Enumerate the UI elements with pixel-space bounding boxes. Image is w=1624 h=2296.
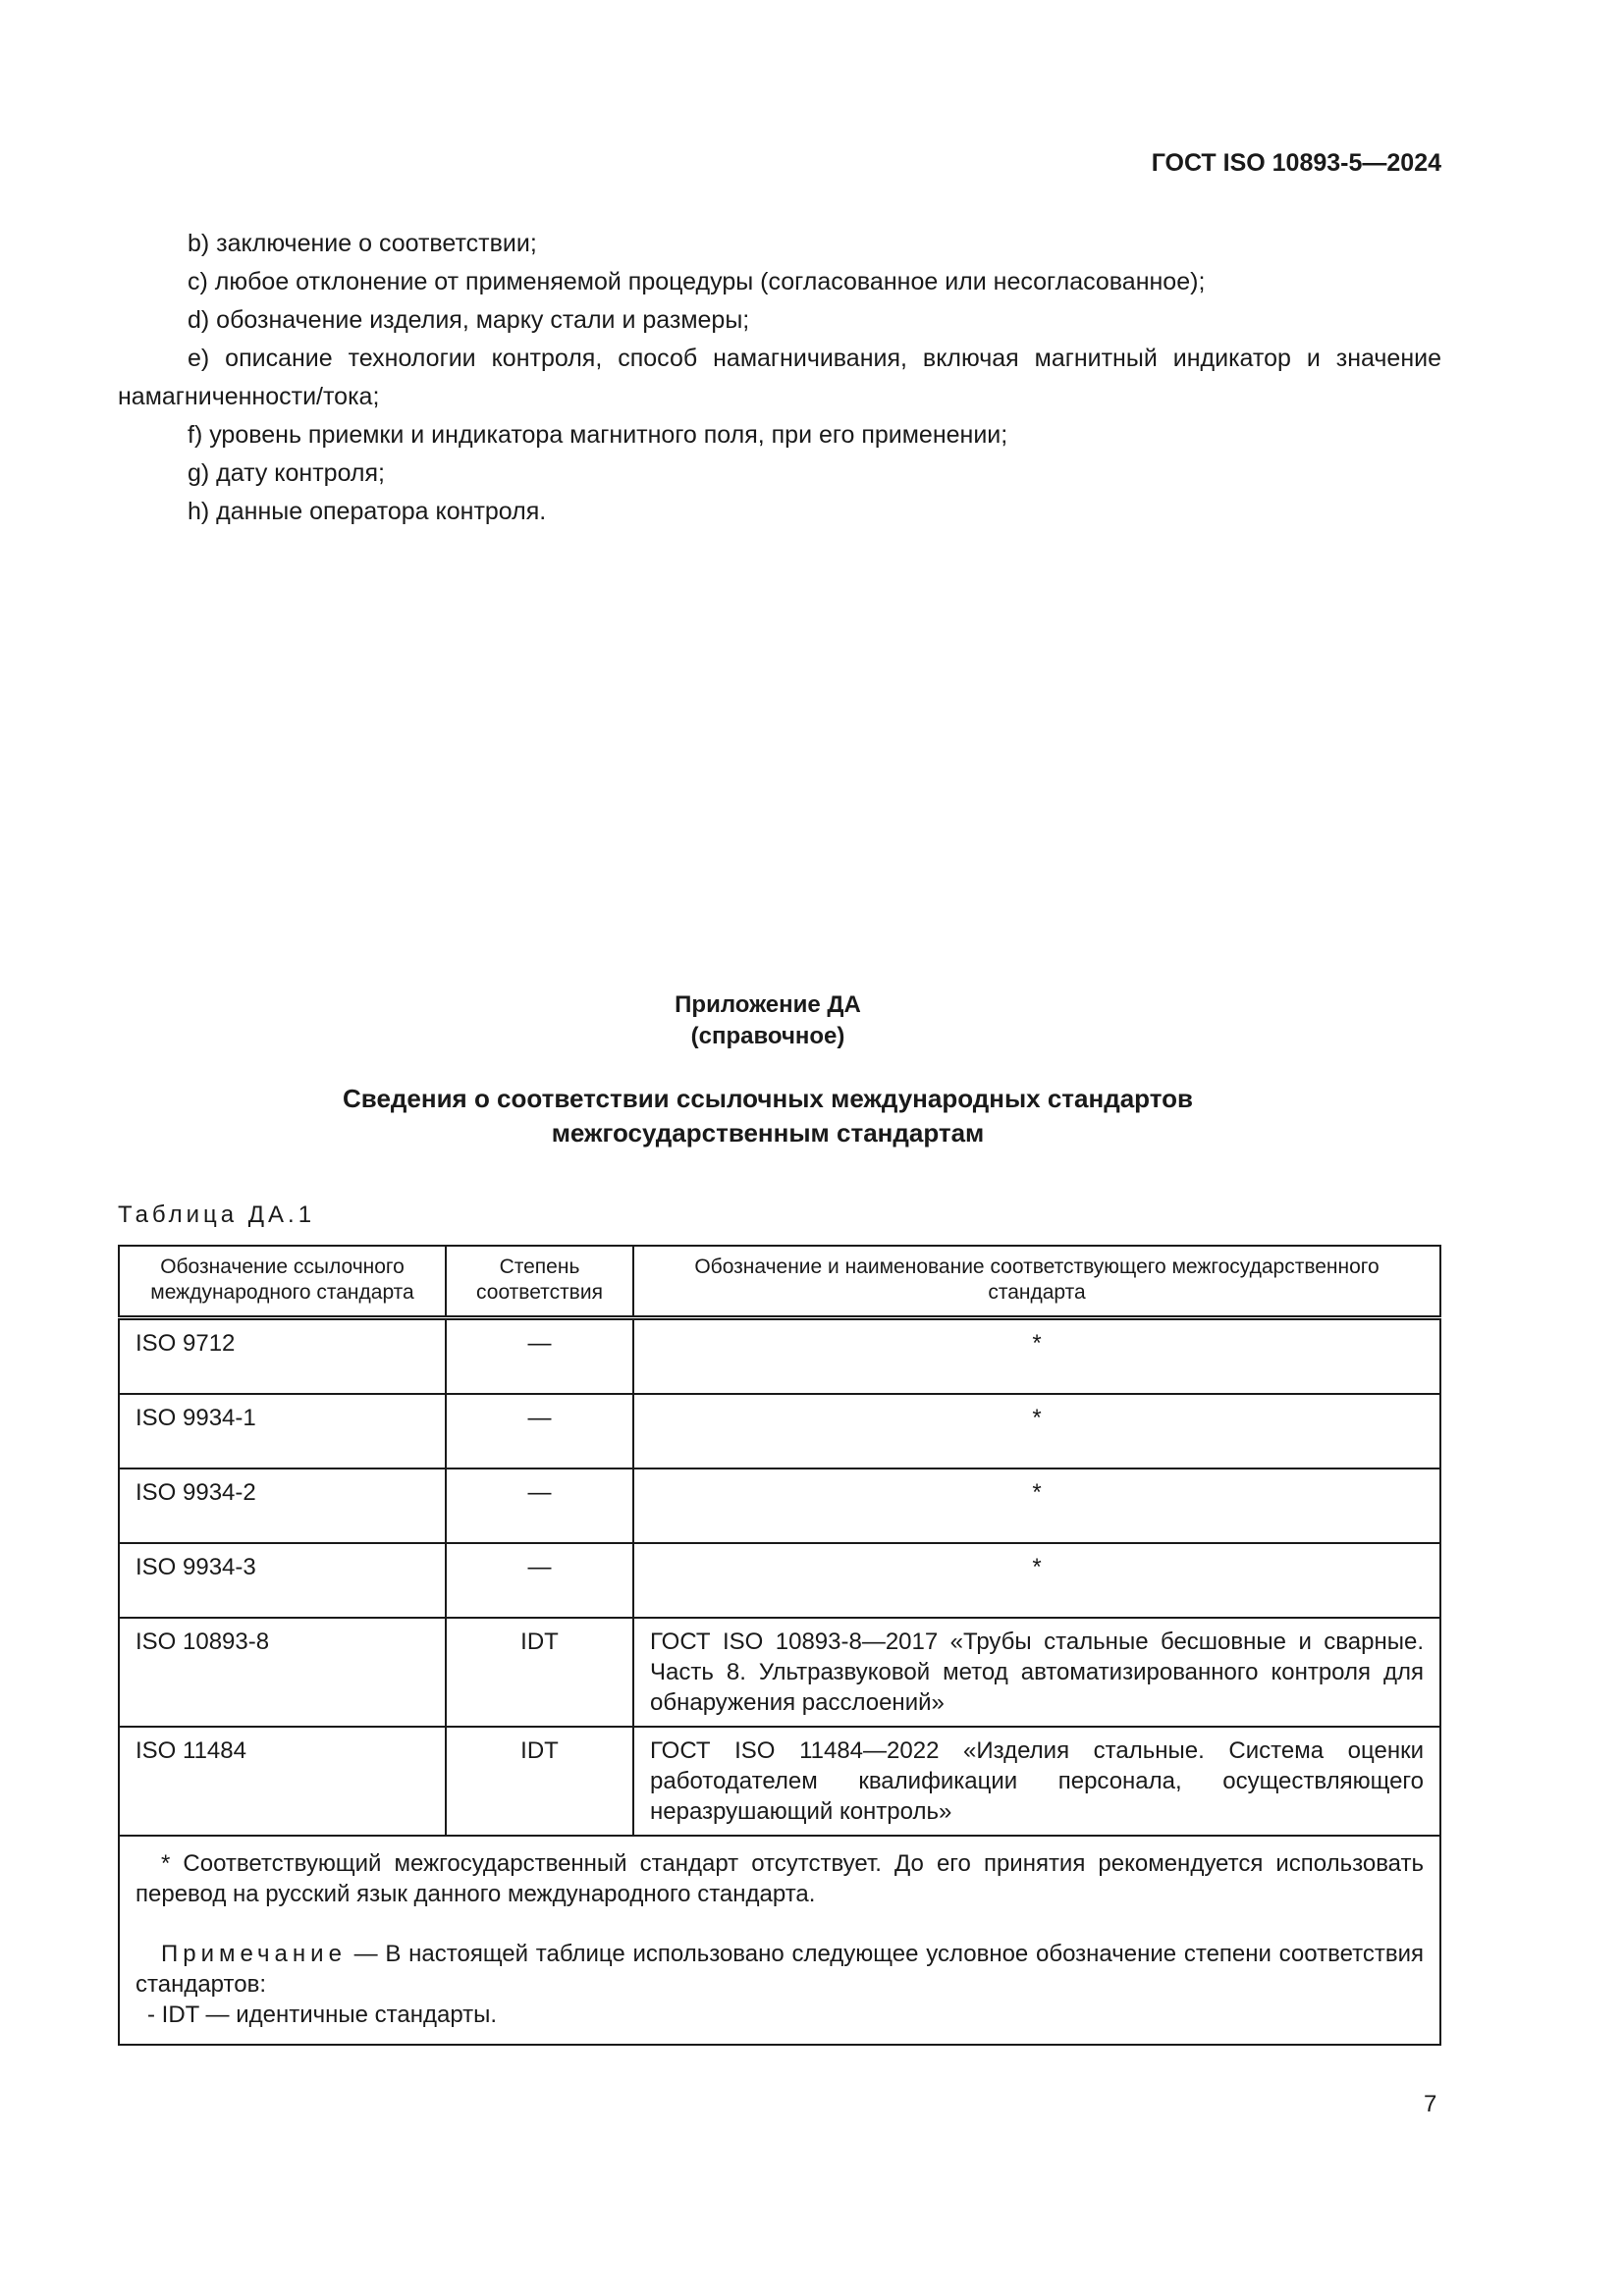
appendix-label: Приложение ДА [675, 991, 861, 1018]
cell-degree: — [446, 1394, 633, 1468]
header-degree: Степень соответствия [446, 1246, 633, 1318]
note [135, 1939, 1424, 2000]
cell-degree: — [446, 1318, 633, 1395]
cell-standard: ISO 9934-3 [119, 1543, 446, 1618]
cell-degree: IDT [446, 1727, 633, 1836]
table-row [119, 1468, 1440, 1543]
cell-standard: ISO 9934-1 [119, 1394, 446, 1468]
cell-interstate: ГОСТ ISO 10893-8—2017 «Трубы стальные бесшовные и сварные. Часть 8. Ультразвуковой метод автоматизированного контроля для обнаружения расслоений» [633, 1618, 1440, 1727]
cell-interstate: * [633, 1543, 1440, 1618]
table-footer [119, 1836, 1440, 2045]
note-item: - IDT — идентичные стандарты. [147, 2002, 498, 2028]
list-item: e) описание технологии контроля, способ намагничивания, включая магнитный индикатор и значение намагниченности/тока; [118, 345, 1441, 410]
cell-interstate: * [633, 1318, 1440, 1395]
appendix-title-line1: Сведения о соответствии ссылочных международных стандартов [343, 1084, 1193, 1113]
cell-standard: ISO 9934-2 [119, 1468, 446, 1543]
cell-standard: ISO 10893-8 [119, 1618, 446, 1727]
table-row [119, 1618, 1440, 1727]
page-number: 7 [1424, 2091, 1437, 2117]
standards-table [118, 1245, 1441, 2046]
cell-standard: ISO 11484 [119, 1727, 446, 1836]
table-caption: Таблица ДА.1 [118, 1201, 316, 1228]
list-item: d) обозначение изделия, марку стали и размеры; [188, 306, 750, 334]
table-header-row [119, 1246, 1440, 1318]
note-label: Примечание [161, 1941, 347, 1967]
list-item: h) данные оператора контроля. [188, 498, 547, 525]
list-item: f) уровень приемки и индикатора магнитного поля, при его применении; [188, 421, 1008, 449]
cell-interstate: ГОСТ ISO 11484—2022 «Изделия стальные. Система оценки работодателем квалификации персонала, осуществляющего неразрушающий контроль» [633, 1727, 1440, 1836]
table-footer-row [119, 1836, 1440, 2045]
footnote: * Соответствующий межгосударственный стандарт отсутствует. До его принятия рекомендуется использовать перевод на русский язык данного международного стандарта. [135, 1850, 1424, 1907]
list-item: c) любое отклонение от применяемой процедуры (согласованное или несогласованное); [188, 268, 1206, 295]
cell-degree: — [446, 1543, 633, 1618]
table-row [119, 1394, 1440, 1468]
header-interstate-standard: Обозначение и наименование соответствующего межгосударственного стандарта [633, 1246, 1440, 1318]
document-code: ГОСТ ISO 10893-5—2024 [1151, 149, 1441, 177]
cell-interstate: * [633, 1394, 1440, 1468]
list-item: g) дату контроля; [188, 459, 386, 487]
cell-interstate: * [633, 1468, 1440, 1543]
cell-degree: IDT [446, 1618, 633, 1727]
note-text: — В настоящей таблице использовано следующее условное обозначение степени соответствия стандартов: [135, 1941, 1424, 1998]
cell-standard: ISO 9712 [119, 1318, 446, 1395]
list-item: b) заключение о соответствии; [188, 230, 537, 257]
appendix-type: (справочное) [690, 1023, 845, 1049]
table-row [119, 1543, 1440, 1618]
table-row [119, 1727, 1440, 1836]
table-row [119, 1318, 1440, 1395]
header-intl-standard: Обозначение ссылочного международного стандарта [119, 1246, 446, 1318]
appendix-title-line2: межгосударственным стандартам [551, 1118, 985, 1148]
cell-degree: — [446, 1468, 633, 1543]
